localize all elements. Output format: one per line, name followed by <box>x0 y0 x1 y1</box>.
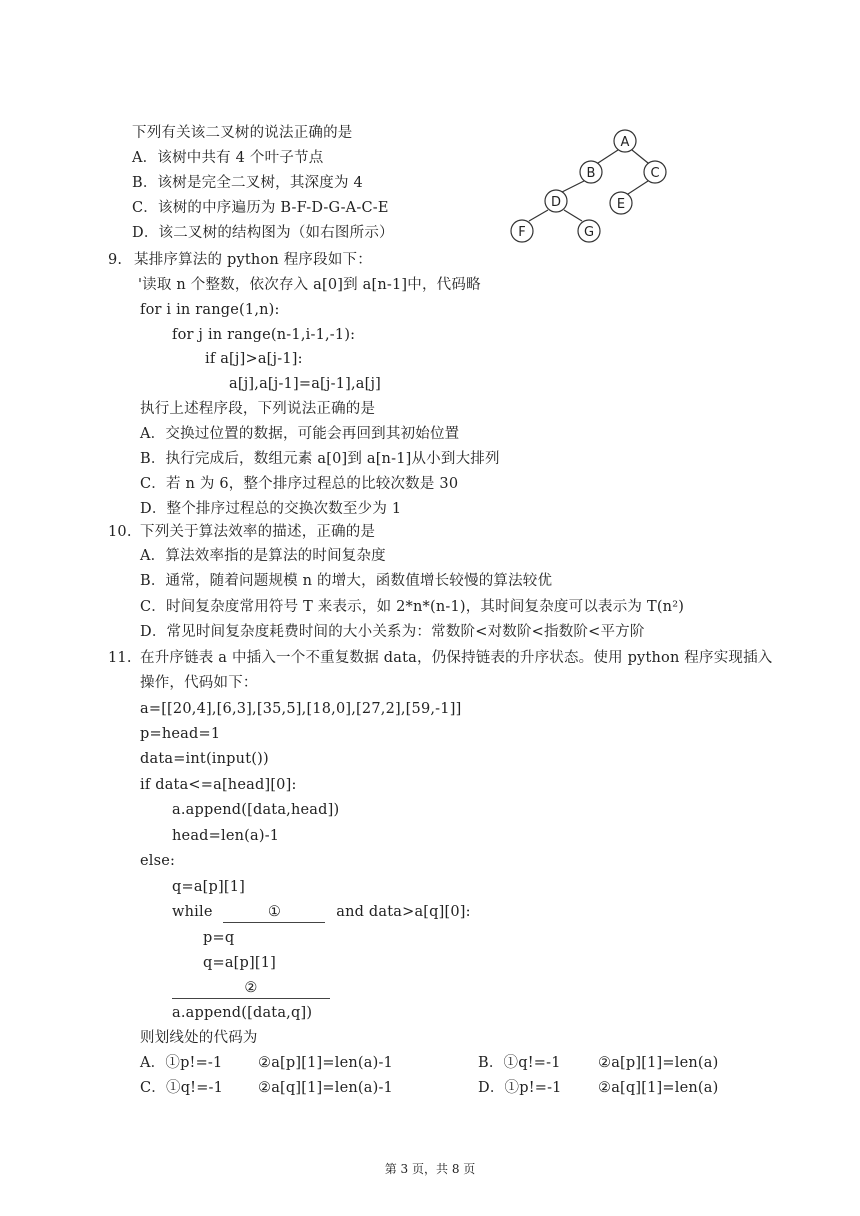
q10-option-a: A．算法效率指的是算法的时间复杂度 <box>140 548 386 564</box>
q9-option-c: C．若 n 为 6，整个排序过程总的比较次数是 30 <box>140 476 459 492</box>
q10-stem: 下列关于算法效率的描述，正确的是 <box>140 524 376 540</box>
q11-code-line: p=q <box>203 930 235 946</box>
q11-option-c-part1: C．①q!=-1 <box>140 1080 224 1096</box>
q9-option-b: B．执行完成后，数组元素 a[0]到 a[n-1]从小到大排列 <box>140 451 500 467</box>
q8-option-a: A．该树中共有 4 个叶子节点 <box>132 150 324 166</box>
q10-option-b: B．通常，随着问题规模 n 的增大，函数值增长较慢的算法较优 <box>140 573 553 589</box>
binary-tree-diagram <box>500 122 680 252</box>
q11-code-line: else: <box>140 853 176 869</box>
q11-code-line: q=a[p][1] <box>172 879 246 895</box>
q11-code-line: data=int(input()) <box>140 751 269 767</box>
tree-label-c: C <box>650 166 660 181</box>
q8-option-c: C．该树的中序遍历为 B-F-D-G-A-C-E <box>132 200 389 216</box>
tree-label-f: F <box>518 225 526 240</box>
blank-2: ② <box>172 978 330 999</box>
q11-option-b-part2: ②a[p][1]=len(a) <box>598 1055 719 1071</box>
q9-code-line: for i in range(1,n): <box>140 302 280 318</box>
q11-stem-continued: 操作，代码如下： <box>140 675 258 691</box>
q8-stem: 下列有关该二叉树的说法正确的是 <box>132 125 353 141</box>
q11-code-line: a.append([data,head]) <box>172 802 340 818</box>
q9-stem: 某排序算法的 python 程序段如下： <box>134 252 372 268</box>
q10-number: 10. <box>108 524 132 540</box>
q8-option-b: B．该树是完全二叉树，其深度为 4 <box>132 175 363 191</box>
q11-while-condition: and data>a[q][0]: <box>336 904 471 920</box>
q11-option-d-part2: ②a[q][1]=len(a) <box>598 1080 719 1096</box>
q11-option-a-part2: ②a[p][1]=len(a)-1 <box>258 1055 393 1071</box>
q11-option-c-part2: ②a[q][1]=len(a)-1 <box>258 1080 393 1096</box>
q9-code-line: '读取 n 个整数，依次存入 a[0]到 a[n-1]中，代码略 <box>138 277 481 293</box>
q11-number: 11. <box>108 650 132 666</box>
q9-code-line: for j in range(n-1,i-1,-1): <box>172 327 356 343</box>
q9-option-d: D．整个排序过程总的交换次数至少为 1 <box>140 501 402 517</box>
tree-label-d: D <box>550 195 562 210</box>
q11-code-line: a.append([data,q]) <box>172 1005 313 1021</box>
q11-code-line: p=head=1 <box>140 726 221 742</box>
tree-label-e: E <box>616 197 626 212</box>
q11-code-line: if data<=a[head][0]: <box>140 777 297 793</box>
q9-number: 9. <box>108 252 123 268</box>
q11-while-line <box>172 902 471 923</box>
q11-prompt: 则划线处的代码为 <box>140 1030 258 1046</box>
q11-option-a-part1: A．①p!=-1 <box>140 1055 223 1071</box>
tree-label-g: G <box>583 225 595 240</box>
q11-code-line: a=[[20,4],[6,3],[35,5],[18,0],[27,2],[59,-1]] <box>140 701 462 717</box>
q11-option-d-part1: D．①p!=-1 <box>478 1080 562 1096</box>
q11-code-line: head=len(a)-1 <box>172 828 280 844</box>
q11-code-line: q=a[p][1] <box>203 955 277 971</box>
q8-option-d: D．该二叉树的结构图为（如右图所示） <box>132 225 394 241</box>
q11-option-b-part1: B．①q!=-1 <box>478 1055 561 1071</box>
blank-1: ① <box>223 902 325 923</box>
page-footer: 第 3 页，共 8 页 <box>384 1162 476 1176</box>
tree-label-b: B <box>586 166 596 181</box>
q9-code-line: if a[j]>a[j-1]: <box>205 351 303 367</box>
q10-option-d: D．常见时间复杂度耗费时间的大小关系为：常数阶<对数阶<指数阶<平方阶 <box>140 624 645 640</box>
q11-blank-line <box>172 978 330 999</box>
tree-label-a: A <box>620 135 630 150</box>
q9-code-line: a[j],a[j-1]=a[j-1],a[j] <box>229 376 382 392</box>
q9-prompt: 执行上述程序段，下列说法正确的是 <box>140 401 376 417</box>
q10-option-c: C．时间复杂度常用符号 T 来表示，如 2*n*(n-1)，其时间复杂度可以表示为 T(n²) <box>140 599 685 615</box>
q11-stem: 在升序链表 a 中插入一个不重复数据 data，仍保持链表的升序状态。使用 python 程序实现插入 <box>140 650 773 666</box>
q9-option-a: A．交换过位置的数据，可能会再回到其初始位置 <box>140 426 460 442</box>
q11-while-keyword: while <box>172 904 213 920</box>
